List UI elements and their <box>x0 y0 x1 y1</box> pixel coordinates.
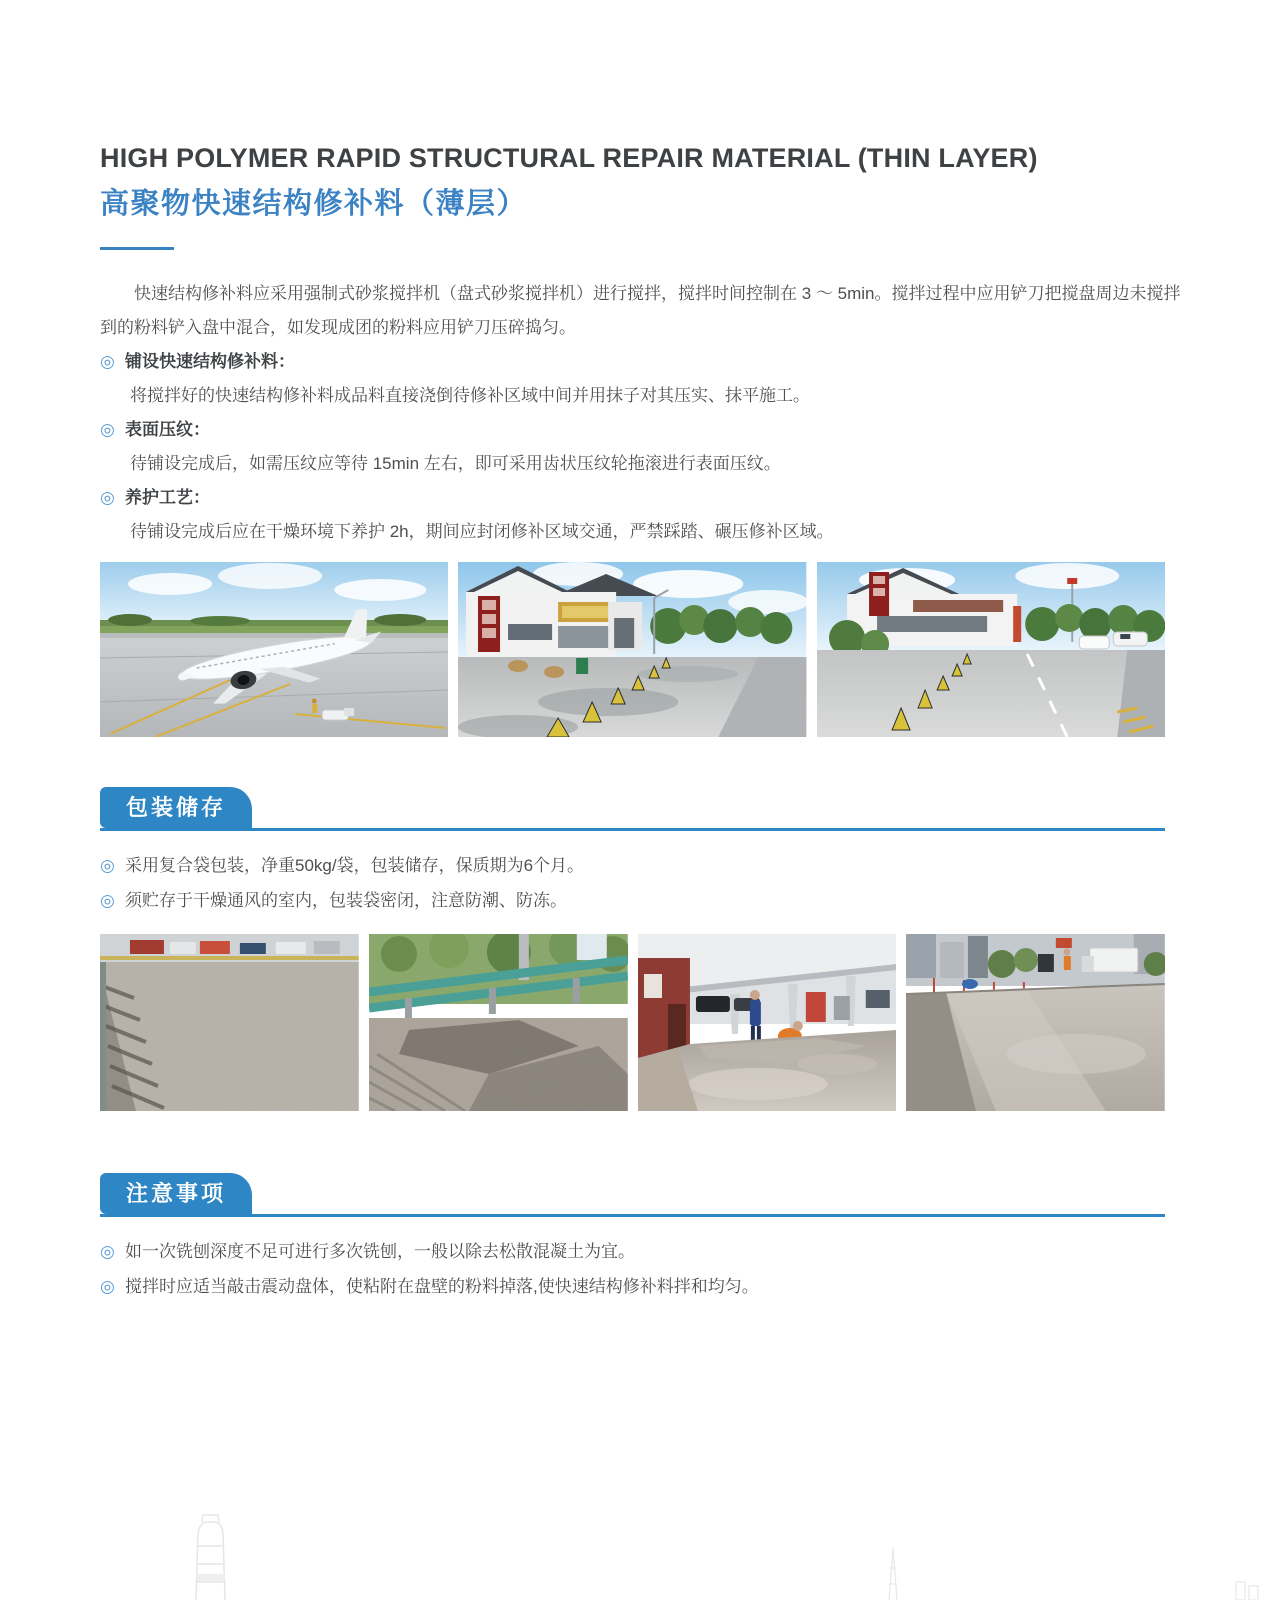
bullet-marker-icon: ◎ <box>100 1242 115 1262</box>
list-item <box>100 848 1186 883</box>
gas-station-repair-work-photo <box>638 934 897 1111</box>
intro-item-label: 铺设快速结构修补料： <box>125 352 295 372</box>
list-item <box>100 883 1186 918</box>
section-tab <box>100 1173 252 1214</box>
milled-road-texture-photo <box>100 934 359 1111</box>
photo-row-2 <box>100 934 1165 1111</box>
title-underline <box>100 247 174 250</box>
bullet-text: 搅拌时应适当敲击震动盘体，使粘附在盘壁的粉料掉落,使快速结构修补料拌和均匀。 <box>125 1277 759 1297</box>
section-header-precautions <box>100 1173 1165 1217</box>
finished-repair-surface-photo <box>906 934 1165 1111</box>
intro-item <box>100 481 1186 515</box>
watermark-building-fragment <box>1232 1580 1262 1600</box>
milled-road-art <box>100 934 359 1111</box>
bullet-text: 须贮存于干燥通风的室内，包装袋密闭，注意防潮、防冻。 <box>125 891 567 911</box>
process-text-block <box>100 277 1186 549</box>
watermark-spire <box>880 1548 906 1600</box>
intro-item-text: 待铺设完成后应在干燥环境下养护 2h，期间应封闭修补区域交通，严禁踩踏、碾压修补区域。 <box>130 522 834 542</box>
bullet-marker-icon: ◎ <box>100 1277 115 1297</box>
bullet-text: 采用复合袋包装，净重50kg/袋，包装储存，保质期为6个月。 <box>125 856 585 876</box>
service-area-road-photo <box>817 562 1165 737</box>
intro-item-text: 待铺设完成后，如需压纹应等待 15min 左右，即可采用齿状压纹轮拖滚进行表面压纹。 <box>130 454 781 474</box>
packaging-bullets <box>100 848 1186 918</box>
bullet-text: 如一次铣刨深度不足可进行多次铣刨，一般以除去松散混凝土为宜。 <box>125 1242 635 1262</box>
service-area-road-art <box>817 562 1165 737</box>
content-column <box>100 142 1186 1304</box>
page-title-en: HIGH POLYMER RAPID STRUCTURAL REPAIR MATERIAL (THIN LAYER) <box>100 143 1038 173</box>
section-tab <box>100 787 252 828</box>
watermark-tower-building <box>172 1512 252 1600</box>
section-title: 包装储存 <box>125 795 226 821</box>
intro-item <box>100 345 1186 379</box>
intro-item-text: 将搅拌好的快速结构修补料成品料直接浇倒待修补区域中间并用抹子对其压实、抹平施工。 <box>130 386 810 406</box>
guardrail-road-art <box>369 934 628 1111</box>
intro-item-label: 养护工艺： <box>125 488 210 508</box>
airport-apron-with-towed-airplane-photo <box>100 562 448 737</box>
section-title: 注意事项 <box>125 1181 226 1207</box>
section-header-packaging <box>100 787 1165 831</box>
bullet-marker-icon: ◎ <box>100 856 115 876</box>
bullet-marker-icon: ◎ <box>100 488 115 508</box>
page-title-zh: 高聚物快速结构修补料（薄层） <box>100 188 528 221</box>
service-area-street-art <box>458 562 806 737</box>
airplane-photo-art <box>100 562 448 737</box>
section-rule-line <box>100 828 1165 831</box>
intro-item-label: 表面压纹： <box>125 420 210 440</box>
finished-surface-art <box>906 934 1165 1111</box>
intro-item <box>100 413 1186 447</box>
bullet-marker-icon: ◎ <box>100 891 115 911</box>
photo-row-1 <box>100 562 1165 737</box>
service-area-street-photo <box>458 562 806 737</box>
list-item <box>100 1234 1186 1269</box>
precaution-bullets <box>100 1234 1186 1304</box>
bullet-marker-icon: ◎ <box>100 420 115 440</box>
section-rule-line <box>100 1214 1165 1217</box>
damaged-road-guardrail-photo <box>369 934 628 1111</box>
intro-paragraph: 快速结构修补料应采用强制式砂浆搅拌机（盘式砂浆搅拌机）进行搅拌，搅拌时间控制在 3 ～ 5min。搅拌过程中应用铲刀把搅盘周边未搅拌到的粉料铲入盘中混合，如发现成团的粉料应用铲刀压碎捣匀。 <box>100 284 1181 338</box>
list-item <box>100 1269 1186 1304</box>
bullet-marker-icon: ◎ <box>100 352 115 372</box>
gas-station-art <box>638 934 897 1111</box>
